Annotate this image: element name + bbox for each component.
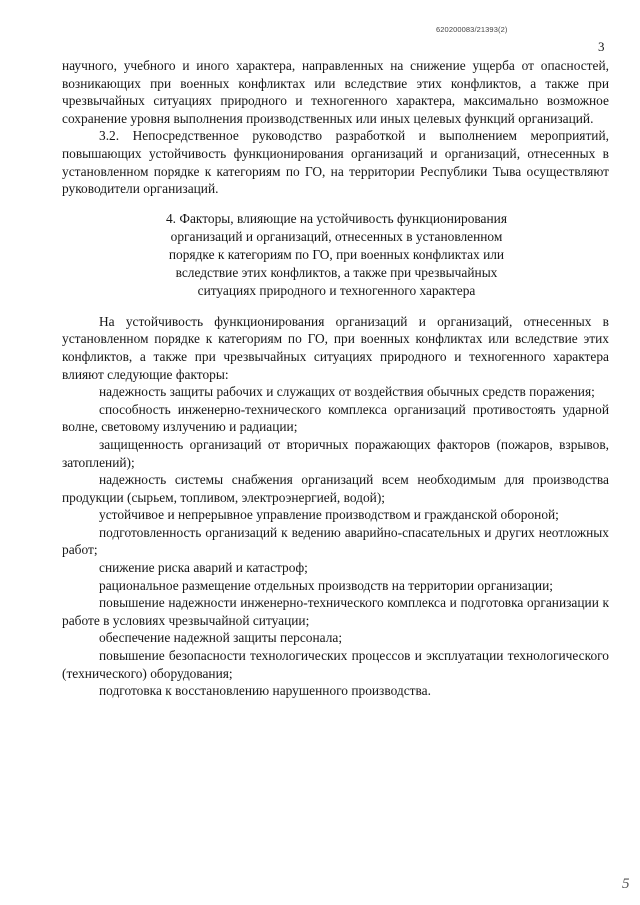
factor-item: повышение надежности инженерно-технического комплекса и подготовка организации к работе в условиях чрезвычайной ситуации; — [62, 595, 609, 628]
factor-item: подготовка к восстановлению нарушенного производства. — [99, 683, 431, 699]
factor-item: устойчивое и непрерывное управление производством и гражданской обороной; — [99, 507, 559, 523]
section-4-heading — [124, 210, 549, 300]
heading-line: 4. Факторы, влияющие на устойчивость функционирования — [165, 210, 507, 226]
document-id: 620200083/21393(2) — [436, 25, 508, 34]
heading-line: ситуациях природного и техногенного характера — [197, 282, 476, 298]
heading-line: вследствие этих конфликтов, а также при чрезвычайных — [175, 264, 498, 280]
factor-item: подготовленность организаций к ведению аварийно-спасательных и других неотложных работ; — [62, 524, 609, 558]
factor-item: надежность защиты рабочих и служащих от воздействия обычных средств поражения; — [99, 384, 595, 400]
factor-item: обеспечение надежной защиты персонала; — [99, 630, 343, 646]
heading-line: организаций и организаций, отнесенных в установленном — [170, 228, 503, 244]
paragraph-3-2: 3.2. Непосредственное руководство разработкой и выполнением мероприятий, повышающих устойчивость функционирования организаций и организаций, отнесенных в установленном порядке к категориям по ГО, на территории Республики Тыва осуществляют руководители организаций. — [62, 128, 609, 197]
heading-line: порядке к категориям по ГО, при военных конфликтах или — [168, 246, 505, 262]
document-body — [62, 57, 609, 700]
section-4-lead: На устойчивость функционирования организаций и организаций, отнесенных в установленном порядке к категориям по ГО, при военных конфликтах или вследствие этих конфликтов, а также при чрезвычайных ситуациях природного и техногенного характера влияют следующие факторы: — [62, 313, 609, 382]
factor-item: снижение риска аварий и катастроф; — [99, 560, 308, 576]
paragraph-continuation: научного, учебного и иного характера, направленных на снижение ущерба от опасностей, возникающих при военных конфликтах или вследствие этих конфликтов, а также при чрезвычайных ситуациях природного и техногенного характера, максимально возможное сохранение уровня выполнения производственных или иных целевых функций организаций. — [62, 58, 609, 126]
factor-item: повышение безопасности технологических процессов и эксплуатации технологического (технического) оборудования; — [62, 648, 609, 681]
handwritten-page-mark: 5 — [622, 876, 630, 892]
page-number: 3 — [598, 39, 605, 54]
factor-item: способность инженерно-технического комплекса организаций противостоять ударной волне, световому излучению и радиации; — [62, 401, 609, 435]
factor-item: защищенность организаций от вторичных поражающих факторов (пожаров, взрывов, затоплений); — [62, 436, 609, 470]
factor-item: надежность системы снабжения организаций всем необходимым для производства продукции (сырьем, топливом, электроэнергией, водой); — [62, 472, 609, 505]
factor-item: рациональное размещение отдельных производств на территории организации; — [99, 577, 553, 593]
